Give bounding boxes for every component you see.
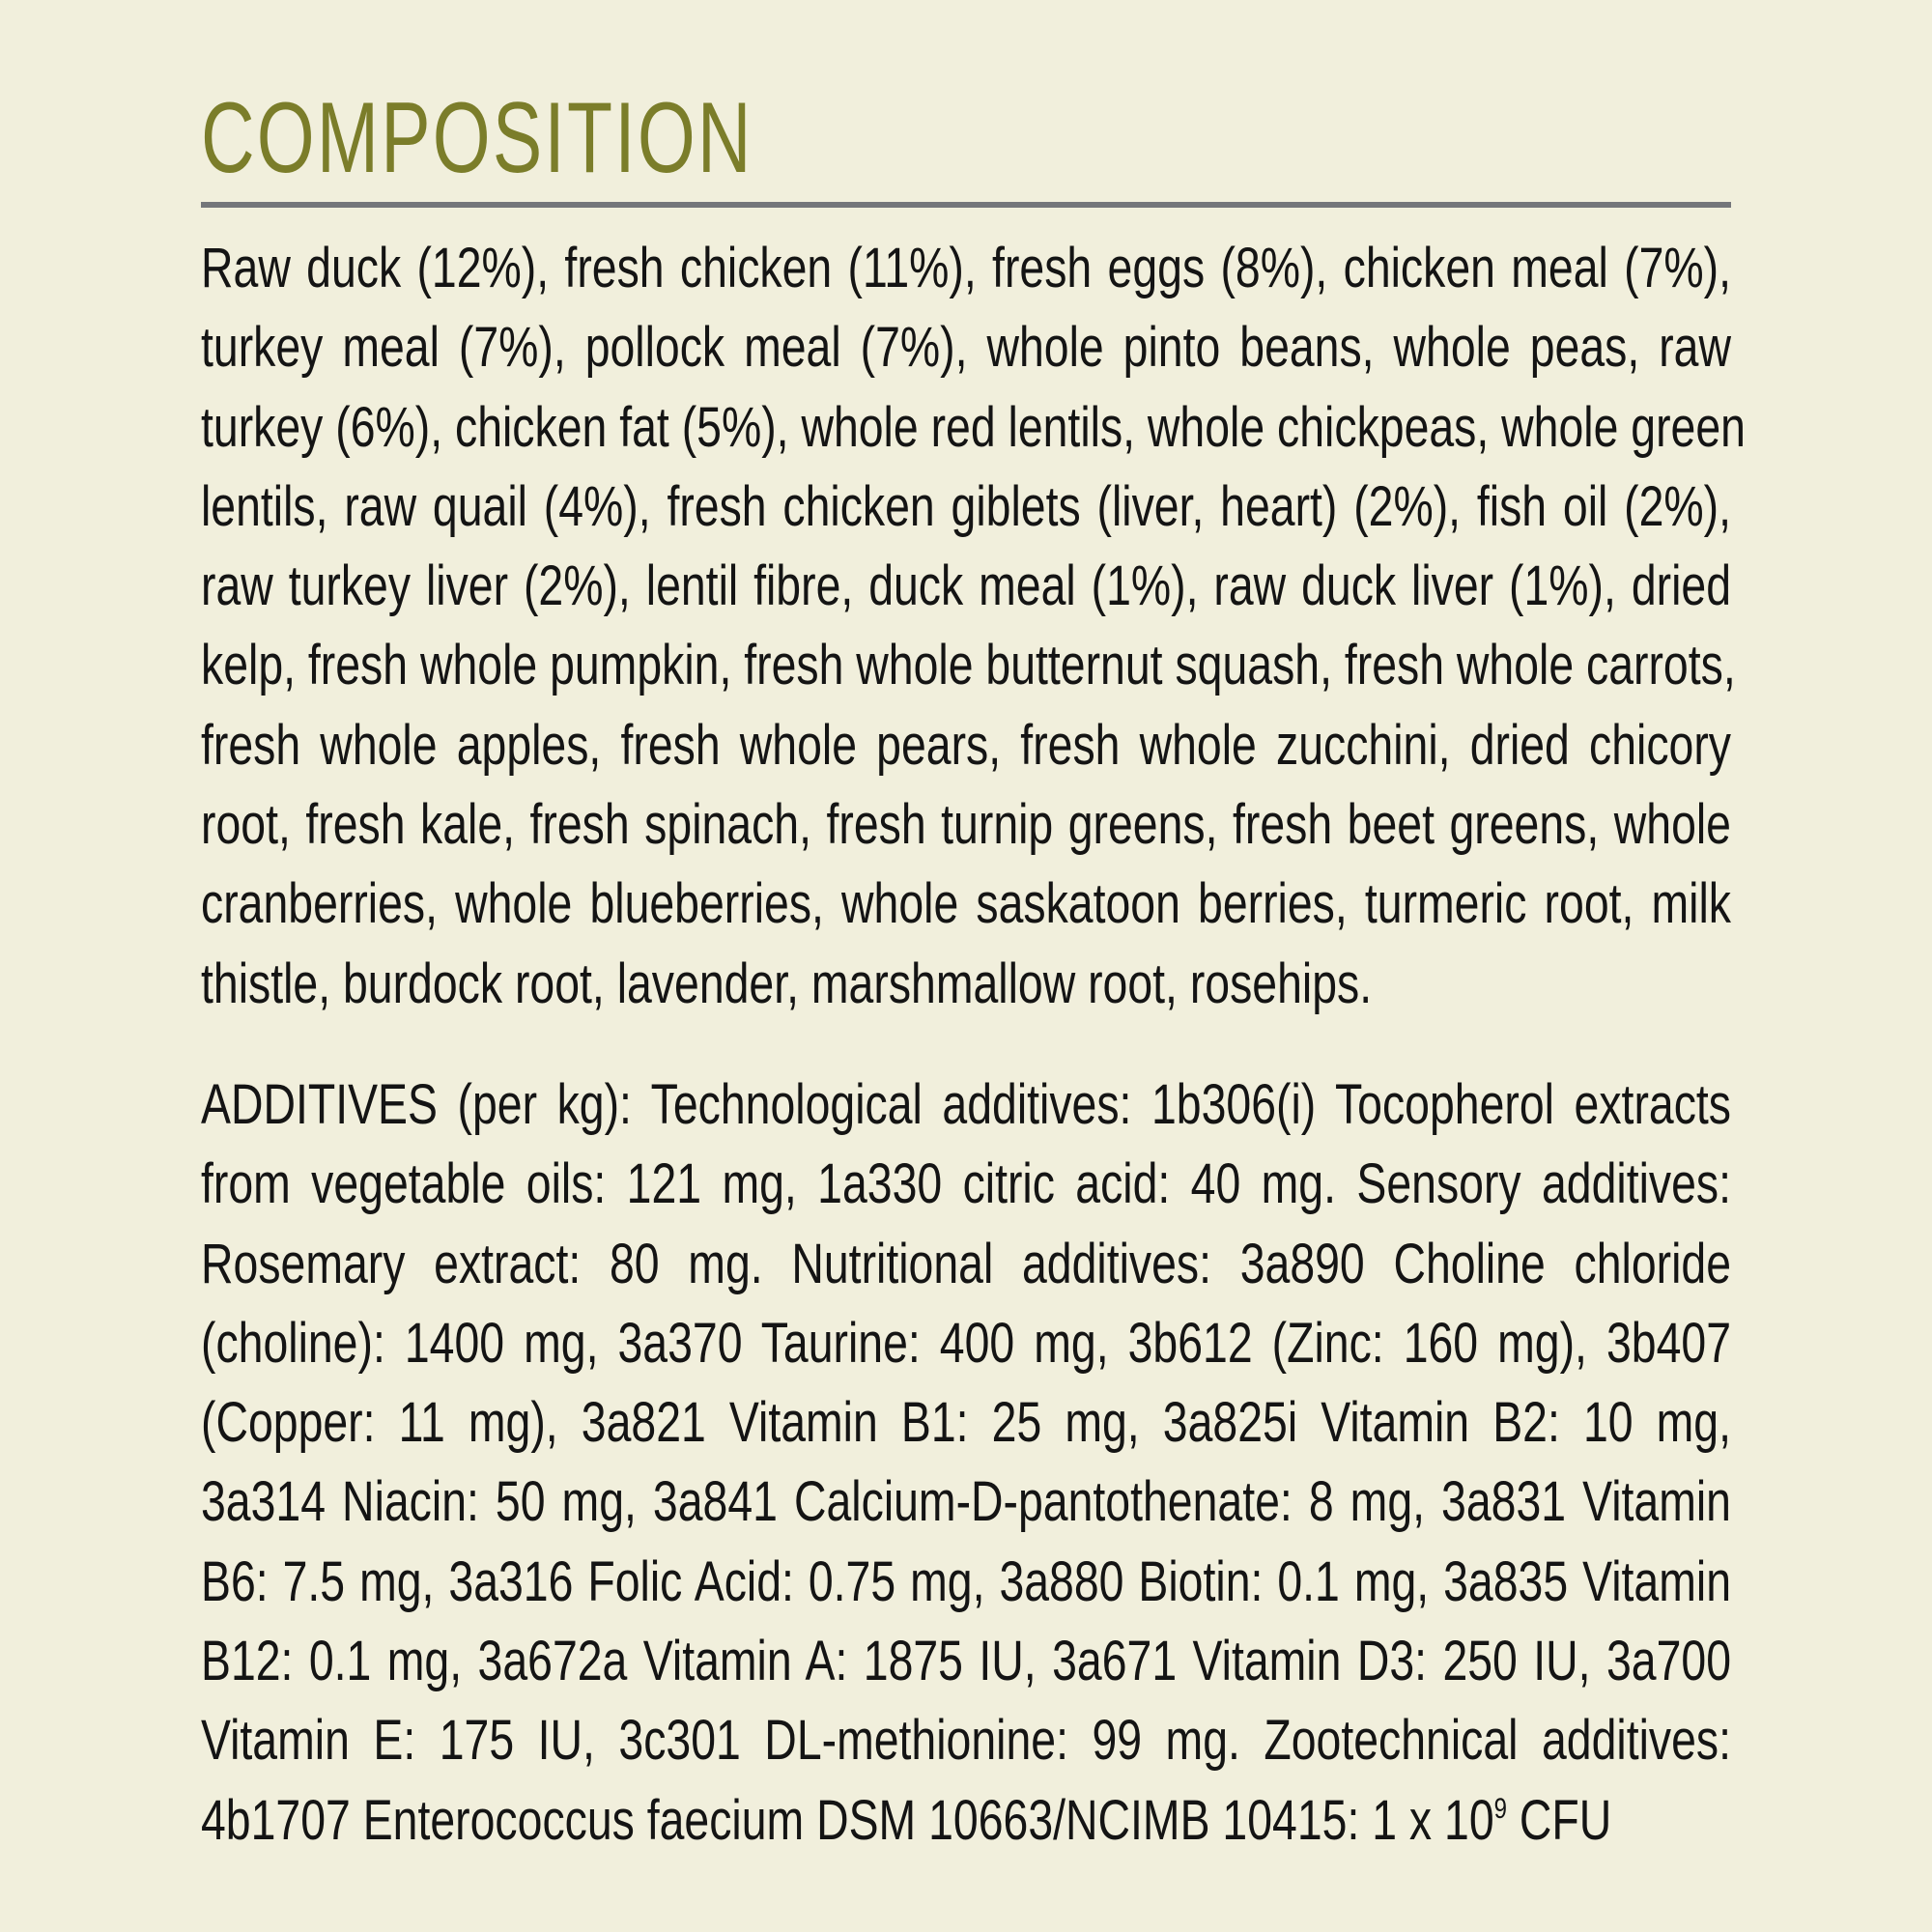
page-title: COMPOSITION	[201, 82, 753, 194]
text-line: from vegetable oils: 121 mg, 1a330 citric acid: 40 mg. Sensory additives:	[201, 1152, 1731, 1216]
text-line: thistle, burdock root, lavender, marshmallow root, rosehips.	[201, 952, 1373, 1015]
text-line: Raw duck (12%), fresh chicken (11%), fresh eggs (8%), chicken meal (7%),	[201, 237, 1731, 299]
cfu-unit: CFU	[1506, 1788, 1612, 1852]
text-line: root, fresh kale, fresh spinach, fresh turnip greens, fresh beet greens, whole	[201, 793, 1731, 857]
text-line: turkey (6%), chicken fat (5%), whole red lentils, whole chickpeas, whole green	[201, 395, 1746, 459]
text-line: cranberries, whole blueberries, whole saskatoon berries, turmeric root, milk	[201, 872, 1731, 936]
text-line: lentils, raw quail (4%), fresh chicken giblets (liver, heart) (2%), fish oil (2%),	[201, 474, 1731, 538]
text-line: raw turkey liver (2%), lentil fibre, duck meal (1%), raw duck liver (1%), dried	[201, 554, 1731, 618]
text-line: B6: 7.5 mg, 3a316 Folic Acid: 0.75 mg, 3a880 Biotin: 0.1 mg, 3a835 Vitamin	[201, 1549, 1731, 1613]
text-line: ADDITIVES (per kg): Technological additives: 1b306(i) Tocopherol extracts	[201, 1073, 1731, 1136]
exponent: 9	[1493, 1792, 1507, 1825]
composition-paragraph	[201, 229, 1932, 1024]
divider	[201, 202, 1731, 208]
text-line: Rosemary extract: 80 mg. Nutritional additives: 3a890 Choline chloride	[201, 1232, 1731, 1295]
text-line: 3a314 Niacin: 50 mg, 3a841 Calcium-D-pantothenate: 8 mg, 3a831 Vitamin	[201, 1470, 1731, 1534]
text-line: kelp, fresh whole pumpkin, fresh whole butternut squash, fresh whole carrots,	[201, 634, 1736, 697]
text-line: B12: 0.1 mg, 3a672a Vitamin A: 1875 IU, 3a671 Vitamin D3: 250 IU, 3a700	[201, 1630, 1731, 1693]
text-line: (Copper: 11 mg), 3a821 Vitamin B1: 25 mg, 3a825i Vitamin B2: 10 mg,	[201, 1391, 1731, 1455]
cfu-text: 4b1707 Enterococcus faecium DSM 10663/NCIMB 10415: 1 x 10	[201, 1788, 1494, 1852]
text-line: (choline): 1400 mg, 3a370 Taurine: 400 mg, 3b612 (Zinc: 160 mg), 3b407	[201, 1311, 1731, 1375]
text-line-last	[201, 1781, 1731, 1861]
text-line: turkey meal (7%), pollock meal (7%), whole pinto beans, whole peas, raw	[201, 316, 1731, 380]
text-line: fresh whole apples, fresh whole pears, fresh whole zucchini, dried chicory	[201, 713, 1731, 777]
text-line: Vitamin E: 175 IU, 3c301 DL-methionine: 99 mg. Zootechnical additives:	[201, 1709, 1731, 1773]
additives-paragraph	[201, 1065, 1932, 1861]
